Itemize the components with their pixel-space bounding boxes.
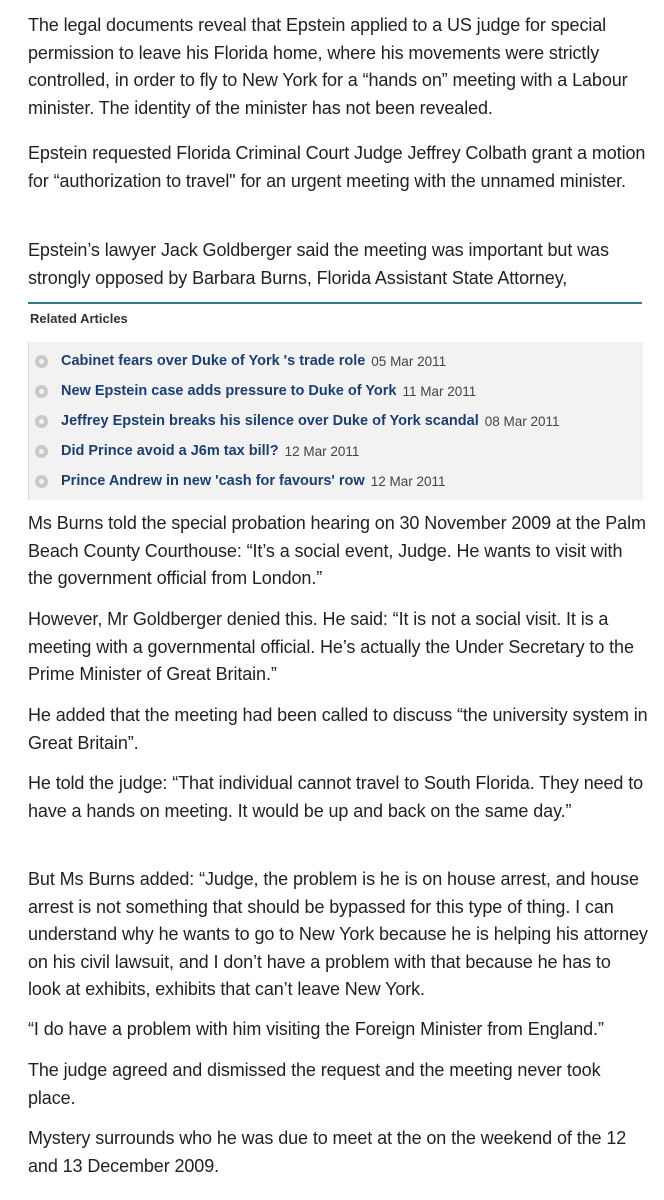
- related-article-link[interactable]: Prince Andrew in new 'cash for favours' row: [61, 473, 365, 489]
- related-article-link[interactable]: Cabinet fears over Duke of York 's trade role: [61, 353, 366, 369]
- article-paragraph: However, Mr Goldberger denied this. He said: “It is not a social visit. It is a meeting with a governmental official. He’s actually the Under Secretary to the Prime Minister of Great Britain.”: [28, 609, 634, 684]
- related-articles-list: [28, 342, 643, 500]
- article-paragraph: Epstein requested Florida Criminal Court Judge Jeffrey Colbath grant a motion for “authorization to travel" for an urgent meeting with the unnamed minister.: [28, 143, 646, 191]
- article-paragraph: But Ms Burns added: “Judge, the problem is he is on house arrest, and house arrest is not something that should be bypassed for this type of thing. I can understand why he wants to go to New York because he is helping his attorney on his civil lawsuit, and I don’t have a problem with that because he has to look at exhibits, exhibits that can’t leave New York.: [28, 869, 648, 999]
- article-paragraph: The judge agreed and dismissed the request and the meeting never took place.: [28, 1060, 601, 1108]
- related-article-item: [29, 406, 643, 436]
- article-paragraph: He added that the meeting had been called to discuss “the university system in Great Britain”.: [28, 705, 648, 753]
- related-article-link[interactable]: New Epstein case adds pressure to Duke of York: [61, 383, 397, 399]
- bullet-icon: [35, 415, 48, 428]
- article-paragraph: He told the judge: “That individual cannot travel to South Florida. They need to have a hands on meeting. It would be up and back on the same day.”: [28, 773, 644, 821]
- related-article-item: [29, 376, 643, 406]
- bullet-icon: [35, 475, 48, 488]
- related-article-item: [29, 346, 643, 376]
- article-paragraph: Epstein’s lawyer Jack Goldberger said the meeting was important but was strongly opposed by Barbara Burns, Florida Assistant State Attorney,: [28, 240, 609, 288]
- related-articles-heading: Related Articles: [30, 311, 128, 326]
- bullet-icon: [35, 385, 48, 398]
- related-article-item: [29, 436, 643, 466]
- related-article-item: [29, 466, 643, 496]
- article-paragraph: The legal documents reveal that Epstein applied to a US judge for special permission to leave his Florida home, where his movements were strictly controlled, in order to fly to New York for a “hands on” meeting with a Labour minister. The identity of the minister has not been revealed.: [28, 15, 628, 118]
- related-article-date: 05 Mar 2011: [371, 353, 447, 369]
- article-paragraph: Ms Burns told the special probation hearing on 30 November 2009 at the Palm Beach County Courthouse: “It’s a social event, Judge. He wants to visit with the government official from London.”: [28, 513, 646, 588]
- bullet-icon: [35, 355, 48, 368]
- bullet-icon: [35, 445, 48, 458]
- related-article-date: 11 Mar 2011: [402, 383, 477, 399]
- article-paragraph: Mystery surrounds who he was due to meet at the on the weekend of the 12 and 13 December 2009.: [28, 1128, 627, 1176]
- article-paragraph: “I do have a problem with him visiting the Foreign Minister from England.”: [28, 1019, 604, 1039]
- related-article-link[interactable]: Jeffrey Epstein breaks his silence over Duke of York scandal: [61, 413, 479, 429]
- related-article-date: 12 Mar 2011: [284, 443, 360, 459]
- related-articles-panel: [28, 302, 642, 489]
- related-article-link[interactable]: Did Prince avoid a J6m tax bill?: [61, 443, 279, 459]
- related-article-date: 12 Mar 2011: [370, 473, 446, 489]
- related-article-date: 08 Mar 2011: [484, 413, 560, 429]
